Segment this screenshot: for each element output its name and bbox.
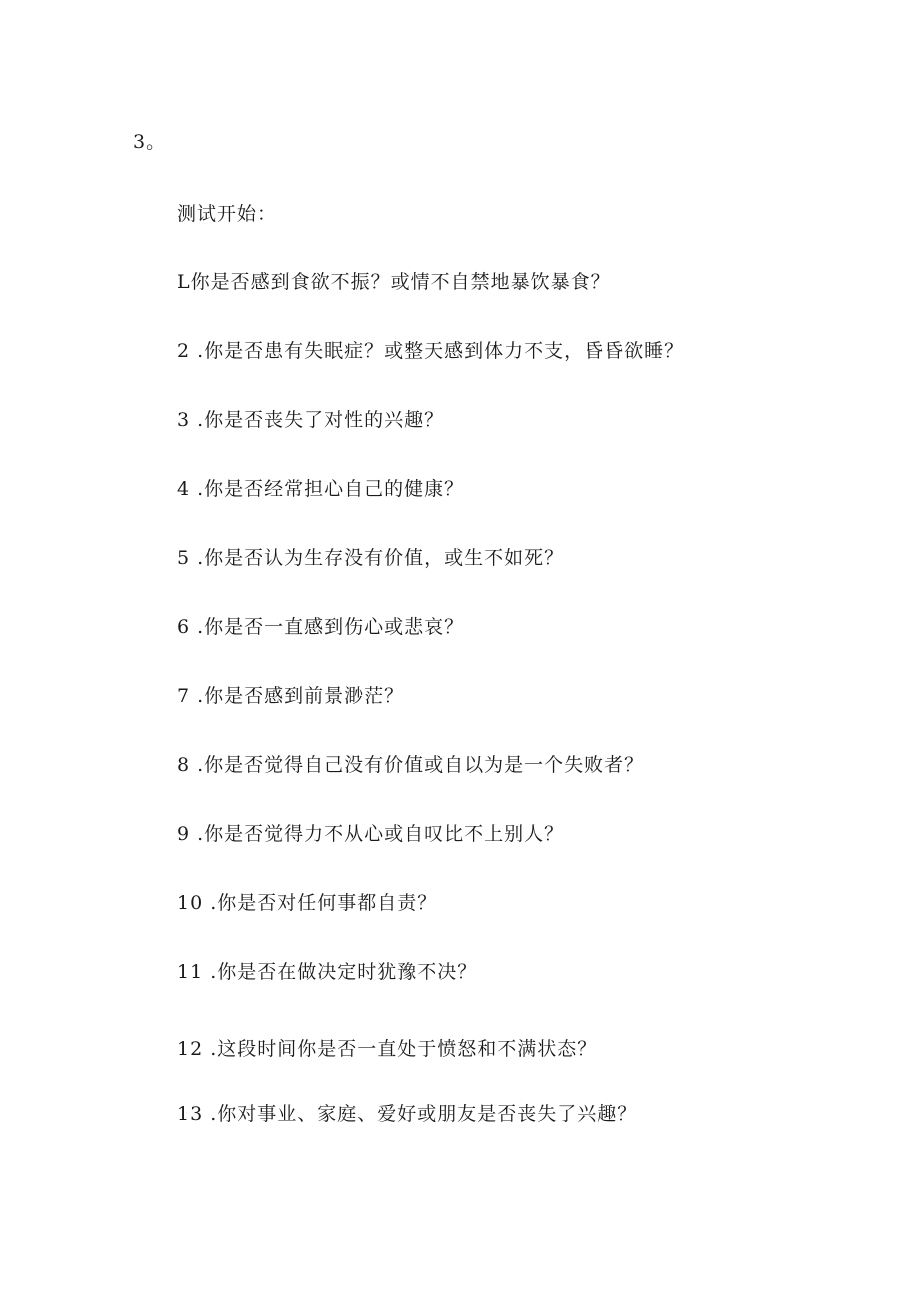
question-9: 9 .你是否觉得力不从心或自叹比不上别人？: [177, 823, 565, 845]
section-number: 3。: [133, 131, 167, 153]
question-3: 3 .你是否丧失了对性的兴趣？: [177, 409, 445, 431]
question-6: 6 .你是否一直感到伤心或悲哀？: [177, 616, 465, 638]
question-8: 8 .你是否觉得自己没有价值或自以为是一个失败者？: [177, 754, 645, 776]
question-13: 13 .你对事业、家庭、爱好或朋友是否丧失了兴趣？: [177, 1103, 638, 1125]
question-7: 7 .你是否感到前景渺茫？: [177, 685, 405, 707]
question-11: 11 .你是否在做决定时犹豫不决？: [177, 961, 478, 983]
question-12: 12 .这段时间你是否一直处于愤怒和不满状态？: [177, 1038, 598, 1060]
question-2: 2 .你是否患有失眠症？或整天感到体力不支，昏昏欲睡？: [177, 340, 685, 362]
question-1: L你是否感到食欲不振？或情不自禁地暴饮暴食？: [177, 271, 611, 293]
question-4: 4 .你是否经常担心自己的健康？: [177, 478, 465, 500]
test-start-label: 测试开始：: [177, 203, 278, 225]
question-5: 5 .你是否认为生存没有价值，或生不如死？: [177, 547, 565, 569]
question-10: 10 .你是否对任何事都自责？: [177, 892, 438, 914]
